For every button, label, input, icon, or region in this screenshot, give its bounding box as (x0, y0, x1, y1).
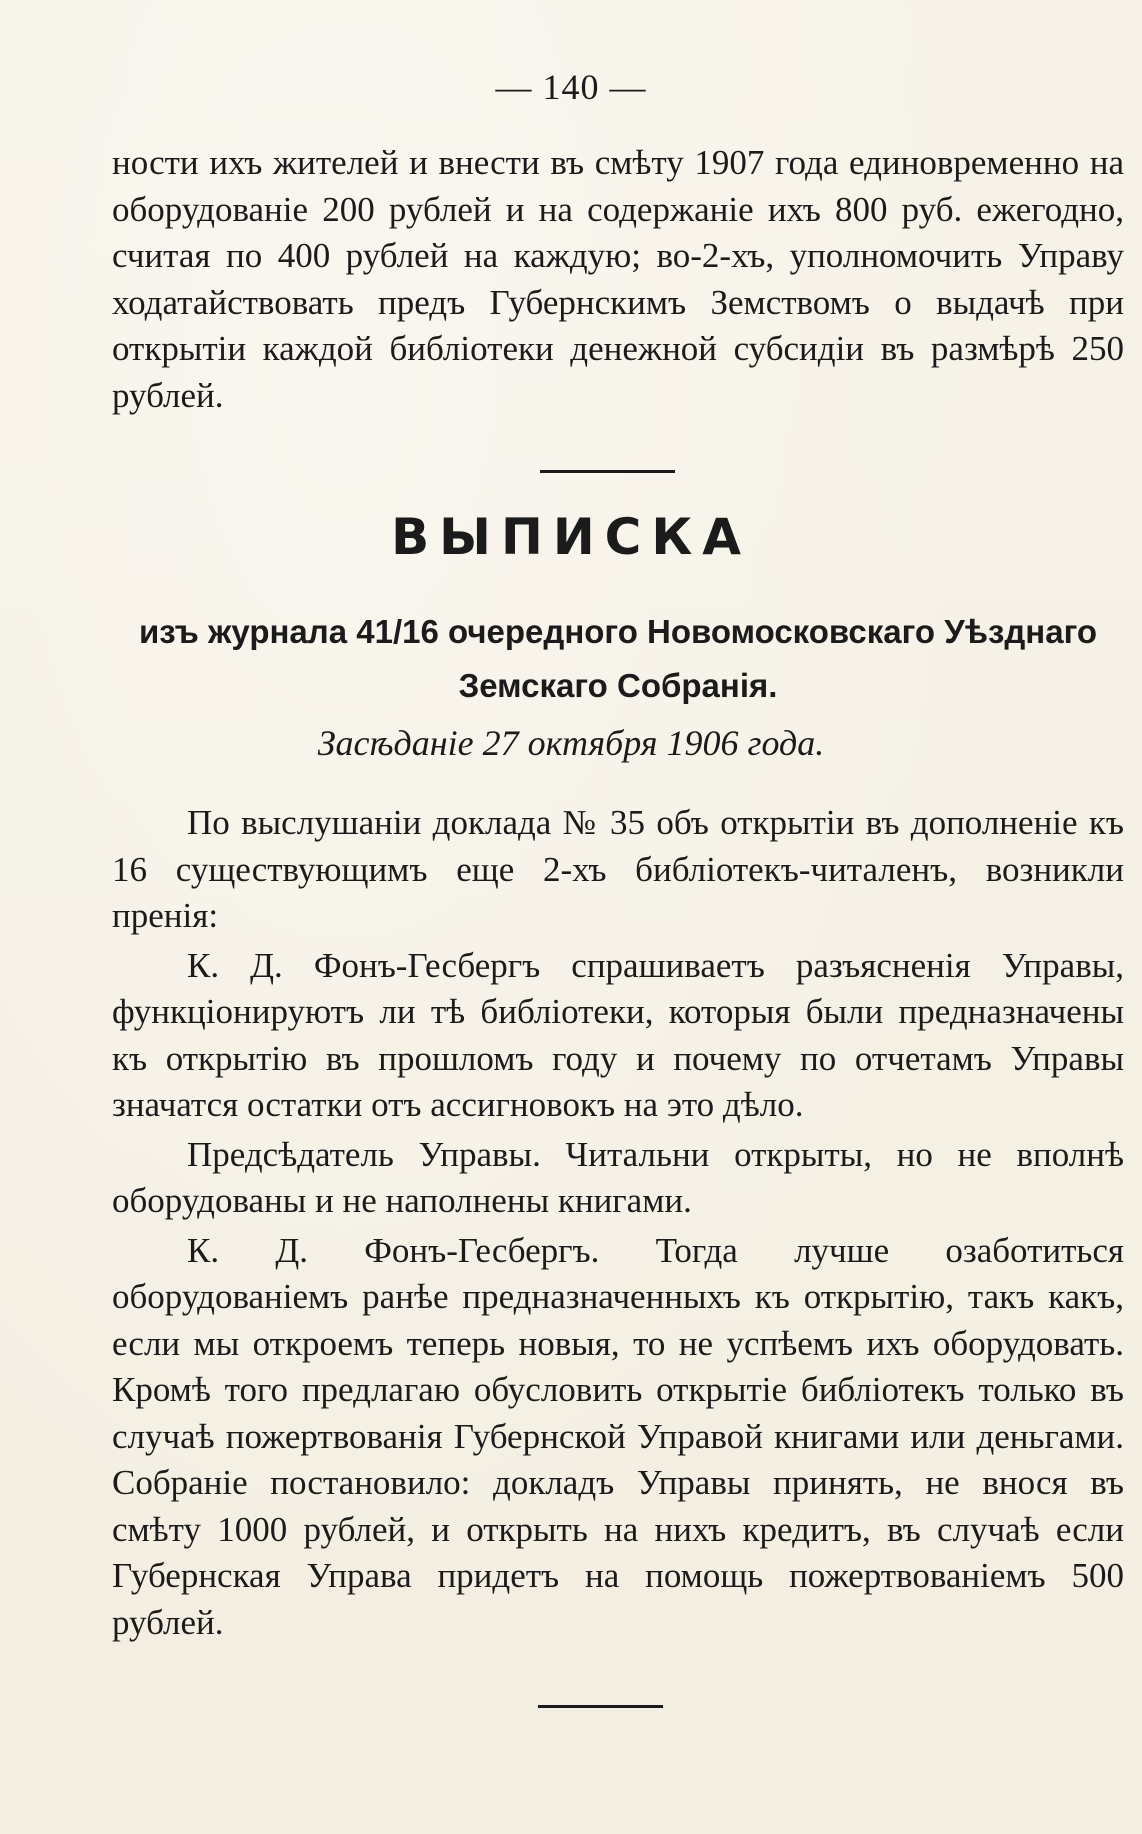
paragraph: К. Д. Фонъ-Гесбергъ. Тогда лучше озаботиться оборудованіемъ ранѣе предназначенныхъ къ открытію, такъ какъ, если мы откроемъ теперь новыя, то не успѣемъ ихъ оборудовать. Кромѣ того предлагаю обусловить открытіе библіотекъ только въ случаѣ пожертвованія Губернской Управой книгами или деньгами. Собраніе постановило: докладъ Управы принять, не внося въ смѣту 1000 рублей, и открыть на нихъ кредитъ, въ случаѣ если Губернская Управа придетъ на помощь пожертвованіемъ 500 рублей. (112, 1230, 1124, 1642)
paragraph: По выслушаніи доклада № 35 объ открытіи въ дополненіе къ 16 существующимъ еще 2-хъ библіотекъ-читаленъ, возникли пренія: (112, 803, 1124, 935)
document-heading: ВЫПИСКА (391, 508, 751, 566)
paragraph: Предсѣдатель Управы. Читальни открыты, но не вполнѣ оборудованы и не наполнены книгами. (112, 1134, 1124, 1220)
paragraph: К. Д. Фонъ-Гесбергъ спрашиваетъ разъясненія Управы, функціонируютъ ли тѣ библіотеки, которыя были предназначены къ открытію въ прошломъ году и почему по отчетамъ Управы значатся остатки отъ ассигновокъ на это дѣло. (112, 945, 1124, 1124)
session-date: Засѣданіе 27 октября 1906 года. (317, 723, 825, 763)
page-number: — 140 — (495, 67, 647, 107)
opening-paragraph: ности ихъ жителей и внести въ смѣту 1907 года единовременно на оборудованіе 200 рублей и на содержаніе ихъ 800 руб. ежегодно, считая по 400 рублей на каждую; во-2-хъ, уполномочить Управу ходатайствовать предъ Губернскимъ Земствомъ о выдачѣ при открытіи каждой библіотеки денежной субсидіи въ размѣрѣ 250 рублей. (112, 143, 1124, 415)
document-subheading: изъ журнала 41/16 очередного Новомосковскаго Уѣзднаго Земскаго Собранія. (138, 613, 1098, 704)
section-divider-top (540, 470, 675, 473)
section-divider-bottom (538, 1705, 663, 1708)
main-text (112, 800, 1124, 1649)
